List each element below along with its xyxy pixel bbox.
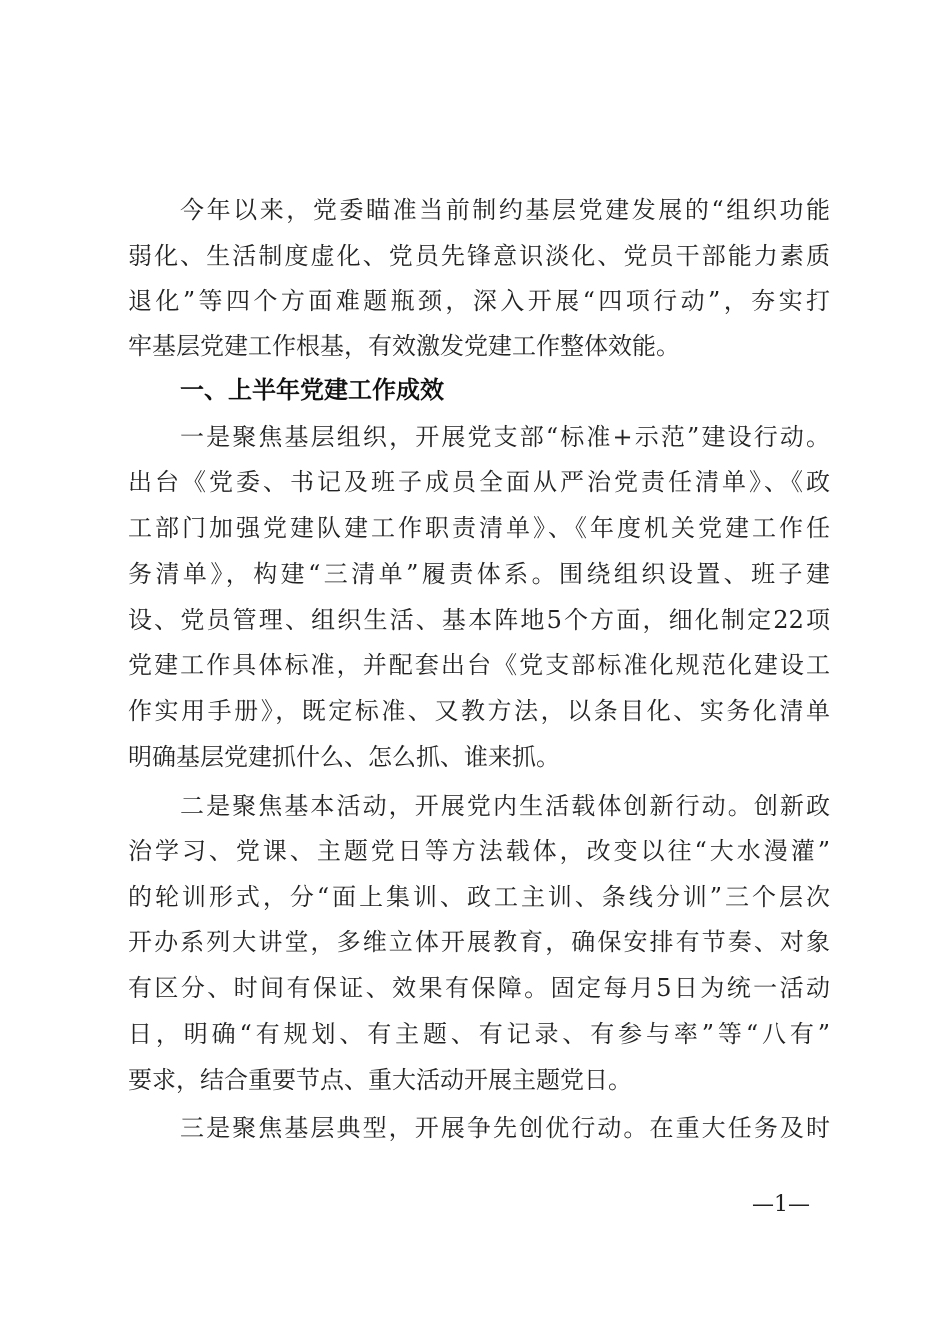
paragraph-line: 作实用手册》，既定标准、又教方法，以条目化、实务化清单: [128, 697, 830, 725]
paragraph-line: 日，明确“有规划、有主题、有记录、有参与率”等“八有”: [128, 1020, 830, 1048]
paragraph-line: 有区分、时间有保证、效果有保障。固定每月5日为统一活动: [128, 974, 830, 1002]
paragraph-line: 党建工作具体标准，并配套出台《党支部标准化规范化建设工: [128, 651, 830, 679]
paragraph-line: 开办系列大讲堂，多维立体开展教育，确保安排有节奏、对象: [128, 928, 830, 956]
paragraph-line: 设、党员管理、组织生活、基本阵地5个方面，细化制定22项: [128, 606, 830, 634]
paragraph-line: 的轮训形式，分“面上集训、政工主训、条线分训”三个层次: [128, 883, 830, 911]
paragraph-line: 牢基层党建工作根基，有效激发党建工作整体效能。: [128, 332, 680, 360]
paragraph-line: 治学习、党课、主题党日等方法载体，改变以往“大水漫灌”: [128, 837, 830, 865]
paragraph-line: 要求，结合重要节点、重大活动开展主题党日。: [128, 1066, 632, 1094]
paragraph-line: 工部门加强党建队建工作职责清单》、《年度机关党建工作任: [128, 514, 830, 542]
paragraph-line: 弱化、生活制度虚化、党员先锋意识淡化、党员干部能力素质: [128, 242, 830, 270]
paragraph-line: 二是聚焦基本活动，开展党内生活载体创新行动。创新政: [180, 792, 830, 820]
paragraph-line: 今年以来，党委瞄准当前制约基层党建发展的“组织功能: [180, 196, 830, 224]
section-heading: 一、上半年党建工作成效: [180, 376, 444, 404]
paragraph-line: 明确基层党建抓什么、怎么抓、谁来抓。: [128, 743, 560, 771]
paragraph-line: 三是聚焦基层典型，开展争先创优行动。在重大任务及时: [180, 1114, 830, 1142]
paragraph-line: 出台《党委、书记及班子成员全面从严治党责任清单》、《政: [128, 468, 830, 496]
paragraph-line: 退化”等四个方面难题瓶颈，深入开展“四项行动”，夯实打: [128, 287, 830, 315]
paragraph-line: 务清单》，构建“三清单”履责体系。围绕组织设置、班子建: [128, 560, 830, 588]
paragraph-line: 一是聚焦基层组织，开展党支部“标准+示范”建设行动。: [180, 423, 830, 451]
page-number: —1—: [752, 1192, 810, 1217]
